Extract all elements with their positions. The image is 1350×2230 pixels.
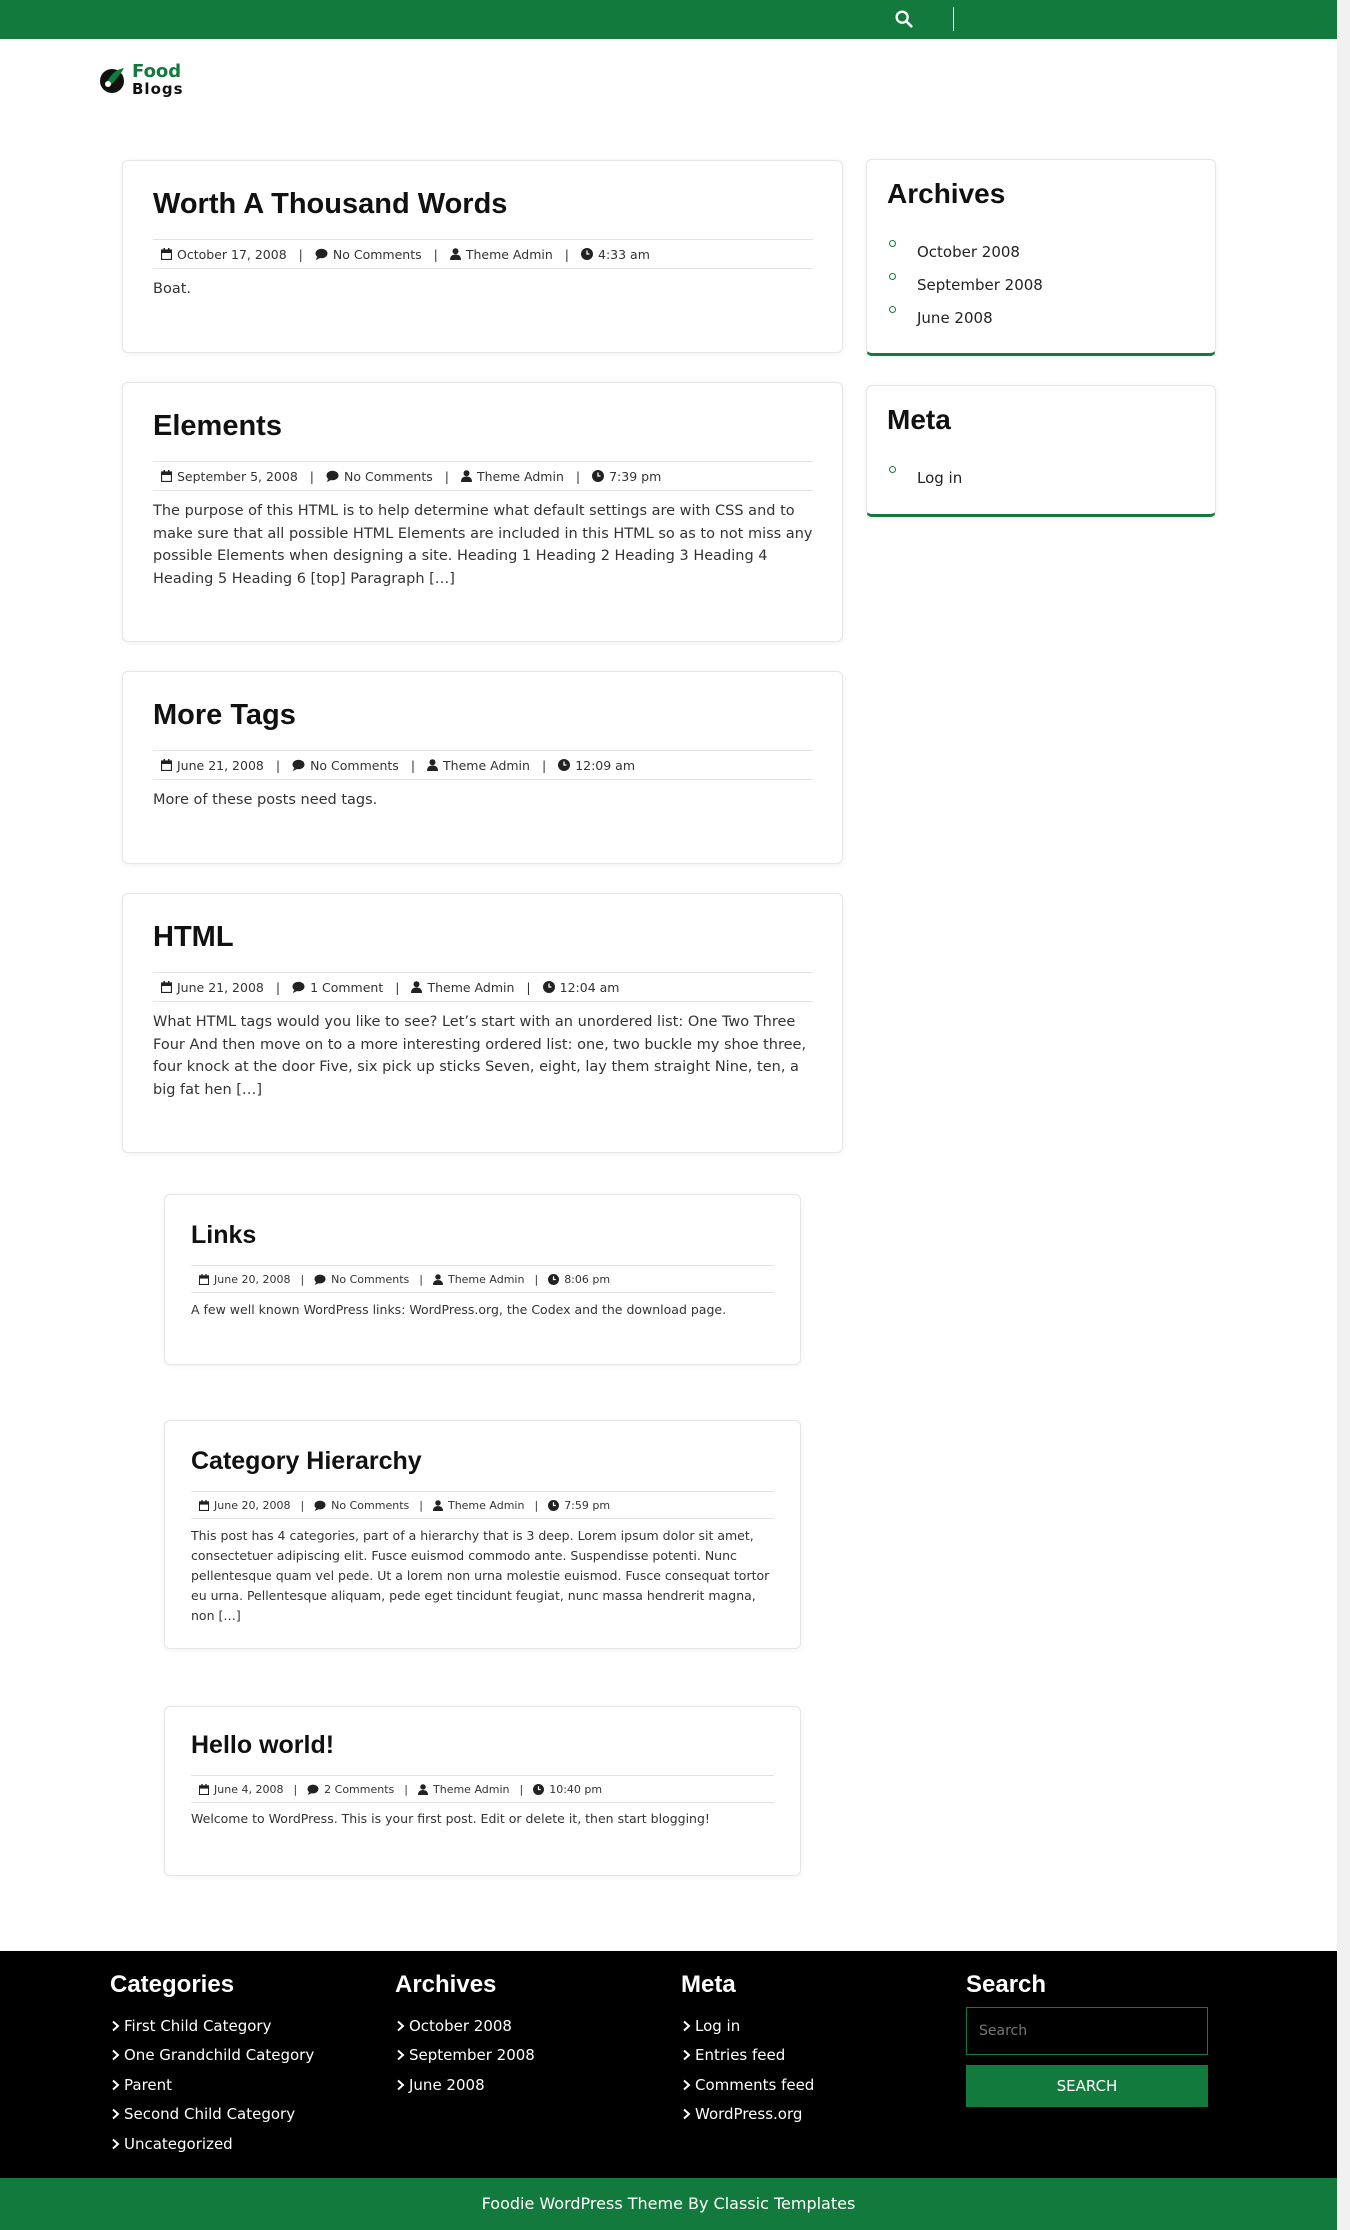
- post-excerpt: More of these posts need tags.: [153, 792, 378, 808]
- calendar-icon: [161, 759, 172, 771]
- footer-link[interactable]: Comments feed: [681, 2070, 814, 2100]
- user-icon: [427, 759, 438, 771]
- chevron-right-icon: [110, 2108, 122, 2120]
- meta-link[interactable]: Log in: [887, 468, 962, 501]
- post-date[interactable]: September 5, 2008: [177, 468, 298, 484]
- copyright-bar: Foodie WordPress Theme By Classic Templates: [0, 2178, 1337, 2230]
- post-excerpt: Welcome to WordPress. This is your first post. Edit or delete it, then start blogging!: [191, 1811, 710, 1826]
- footer-link[interactable]: First Child Category: [110, 2011, 314, 2041]
- post-meta: June 20, 2008 | No Comments | Theme Admin | 8:06 pm: [191, 1265, 774, 1293]
- post-comments[interactable]: No Comments: [344, 468, 433, 484]
- post-excerpt: This post has 4 categories, part of a hierarchy that is 3 deep. Lorem ipsum dolor sit amet, consectetuer adipiscing elit. Fusce euismod commodo ante. Suspendisse potenti. Nunc pellentesque quam vel pede. Ut a lorem non urna molestie euismod. Fusce consequat tortor eu urna. Pellentesque aliquam, pede eget tincidunt feugiat, nunc massa hendrerit magna, non […]: [191, 1528, 770, 1623]
- chevron-right-icon: [681, 2108, 693, 2120]
- logo-text-top: Food: [132, 61, 182, 82]
- post-excerpt: A few well known WordPress links: WordPress.org, the Codex and the download page.: [191, 1302, 727, 1317]
- footer-title: Categories: [110, 1971, 235, 1998]
- footer-meta: [681, 1971, 814, 2129]
- comment-icon: [307, 1784, 319, 1795]
- post-comments[interactable]: 2 Comments: [324, 1782, 395, 1796]
- footer-title: Search: [966, 1971, 1047, 1998]
- footer-link[interactable]: Entries feed: [681, 2041, 814, 2071]
- footer-link[interactable]: June 2008: [395, 2070, 535, 2100]
- archive-link[interactable]: October 2008: [887, 242, 1043, 275]
- user-icon: [433, 1500, 443, 1511]
- post-excerpt: What HTML tags would you like to see? Let’s start with an unordered list: One Two Three Four And then move on to a more interesting ordered list: one, two buckle my shoe three, four knock at the door Five, six pick up sticks Seven, eight, lay them straight Nine, ten, a big fat hen […]: [153, 1014, 807, 1098]
- post-time: 7:59 pm: [564, 1498, 611, 1512]
- footer-link[interactable]: September 2008: [395, 2041, 535, 2071]
- footer-link[interactable]: Parent: [110, 2070, 314, 2100]
- post-card: [122, 893, 843, 1153]
- footer-categories: [110, 1971, 314, 2159]
- post-date[interactable]: June 20, 2008: [214, 1272, 291, 1286]
- chevron-right-icon: [110, 2138, 122, 2150]
- calendar-icon: [161, 248, 172, 260]
- clock-icon: [533, 1784, 544, 1795]
- post-date[interactable]: October 17, 2008: [177, 246, 287, 262]
- footer: [0, 1951, 1337, 2178]
- chevron-right-icon: [681, 2079, 693, 2091]
- footer-link[interactable]: October 2008: [395, 2011, 535, 2041]
- post-date[interactable]: June 21, 2008: [177, 979, 264, 995]
- post-comments[interactable]: 1 Comment: [310, 979, 384, 995]
- footer-link[interactable]: Second Child Category: [110, 2100, 314, 2130]
- post-meta: September 5, 2008 | No Comments | Theme Admin | 7:39 pm: [153, 461, 813, 491]
- post-card: [122, 160, 843, 353]
- calendar-icon: [161, 470, 172, 482]
- post-excerpt: The purpose of this HTML is to help determine what default settings are with CSS and to make sure that all possible HTML Elements are included in this HTML so as to not miss any possible Elements when designing a site. Heading 1 Heading 2 Heading 3 Heading 4 Heading 5 Heading 6 [top] Paragraph […]: [153, 503, 813, 587]
- footer-link[interactable]: Uncategorized: [110, 2129, 314, 2159]
- post-title[interactable]: HTML: [153, 921, 234, 953]
- user-icon: [418, 1784, 428, 1795]
- search-icon[interactable]: [893, 8, 915, 30]
- post-title[interactable]: More Tags: [153, 699, 296, 731]
- footer-link[interactable]: One Grandchild Category: [110, 2041, 314, 2071]
- clock-icon: [543, 981, 555, 993]
- post-title[interactable]: Category Hierarchy: [191, 1447, 422, 1475]
- clock-icon: [581, 248, 593, 260]
- calendar-icon: [199, 1500, 209, 1511]
- post-title[interactable]: Elements: [153, 410, 282, 442]
- post-comments[interactable]: No Comments: [310, 757, 399, 773]
- footer-link[interactable]: Log in: [681, 2011, 814, 2041]
- post-comments[interactable]: No Comments: [331, 1498, 410, 1512]
- post-date[interactable]: June 20, 2008: [214, 1498, 291, 1512]
- post-author[interactable]: Theme Admin: [447, 1498, 525, 1512]
- post-time: 12:04 am: [559, 979, 620, 995]
- post-meta: June 4, 2008 | 2 Comments | Theme Admin | 10:40 pm: [191, 1775, 774, 1803]
- scrollbar[interactable]: [1337, 0, 1350, 2230]
- post-title[interactable]: Worth A Thousand Words: [153, 188, 508, 220]
- post-card: [164, 1194, 801, 1365]
- post-meta: June 21, 2008 | 1 Comment | Theme Admin | 12:04 am: [153, 972, 813, 1002]
- post-time: 7:39 pm: [609, 468, 662, 484]
- chevron-right-icon: [395, 2020, 407, 2032]
- post-author[interactable]: Theme Admin: [447, 1272, 525, 1286]
- post-author[interactable]: Theme Admin: [465, 246, 553, 262]
- footer-title: Archives: [395, 1971, 497, 1998]
- footer-title: Meta: [681, 1971, 736, 1998]
- post-comments[interactable]: No Comments: [332, 246, 422, 262]
- comment-icon: [292, 759, 305, 771]
- post-title[interactable]: Hello world!: [191, 1731, 335, 1759]
- post-date[interactable]: June 21, 2008: [177, 757, 264, 773]
- post-author[interactable]: Theme Admin: [433, 1782, 510, 1796]
- top-bar: [0, 0, 1337, 39]
- post-author[interactable]: Theme Admin: [443, 757, 530, 773]
- footer-link[interactable]: WordPress.org: [681, 2100, 814, 2130]
- chevron-right-icon: [110, 2020, 122, 2032]
- archives-list: [887, 242, 1043, 341]
- post-excerpt: Boat.: [153, 281, 191, 297]
- chevron-right-icon: [110, 2049, 122, 2061]
- footer-search-input[interactable]: [966, 2007, 1208, 2055]
- post-time: 12:09 am: [575, 757, 636, 773]
- post-time: 4:33 am: [598, 246, 650, 262]
- archive-link[interactable]: September 2008: [887, 275, 1043, 308]
- post-time: 10:40 pm: [549, 1782, 603, 1796]
- post-meta: June 20, 2008 | No Comments | Theme Admin | 7:59 pm: [191, 1491, 774, 1519]
- post-card: [122, 382, 843, 642]
- calendar-icon: [199, 1274, 209, 1285]
- post-date[interactable]: June 4, 2008: [214, 1782, 284, 1796]
- logo-chef-icon: [96, 62, 132, 98]
- logo-text-bottom: Blogs: [132, 80, 184, 98]
- clock-icon: [548, 1274, 559, 1285]
- post-card: [122, 671, 843, 864]
- comment-icon: [315, 248, 328, 260]
- post-time: 8:06 pm: [564, 1272, 611, 1286]
- chevron-right-icon: [681, 2049, 693, 2061]
- comment-icon: [314, 1500, 326, 1511]
- user-icon: [450, 248, 461, 260]
- post-author[interactable]: Theme Admin: [476, 468, 564, 484]
- topbar-divider: [953, 7, 954, 31]
- clock-icon: [558, 759, 570, 771]
- post-title[interactable]: Links: [191, 1221, 257, 1249]
- widget-title: Meta: [887, 404, 951, 435]
- sidebar-meta-widget: [866, 385, 1216, 517]
- post-meta: October 17, 2008 | No Comments | Theme Admin | 4:33 am: [153, 239, 813, 269]
- clock-icon: [548, 1500, 559, 1511]
- post-card: [164, 1420, 801, 1649]
- post-comments[interactable]: No Comments: [331, 1272, 410, 1286]
- archive-link[interactable]: June 2008: [887, 308, 1043, 341]
- chevron-right-icon: [395, 2049, 407, 2061]
- post-author[interactable]: Theme Admin: [427, 979, 515, 995]
- chevron-right-icon: [110, 2079, 122, 2091]
- calendar-icon: [199, 1784, 209, 1795]
- meta-list: [887, 468, 962, 501]
- user-icon: [411, 981, 422, 993]
- sidebar-archives-widget: [866, 159, 1216, 356]
- widget-title: Archives: [887, 178, 1006, 209]
- user-icon: [461, 470, 472, 482]
- comment-icon: [326, 470, 339, 482]
- calendar-icon: [161, 981, 172, 993]
- chevron-right-icon: [681, 2020, 693, 2032]
- comment-icon: [292, 981, 305, 993]
- footer-search: [966, 1971, 1337, 2107]
- post-card: [164, 1706, 801, 1876]
- comment-icon: [314, 1274, 326, 1285]
- clock-icon: [592, 470, 604, 482]
- post-meta: June 21, 2008 | No Comments | Theme Admin | 12:09 am: [153, 750, 813, 780]
- footer-archives: [395, 1971, 535, 2100]
- chevron-right-icon: [395, 2079, 407, 2091]
- site-logo[interactable]: [96, 60, 196, 102]
- user-icon: [433, 1274, 443, 1285]
- footer-search-button[interactable]: SEARCH: [966, 2065, 1208, 2107]
